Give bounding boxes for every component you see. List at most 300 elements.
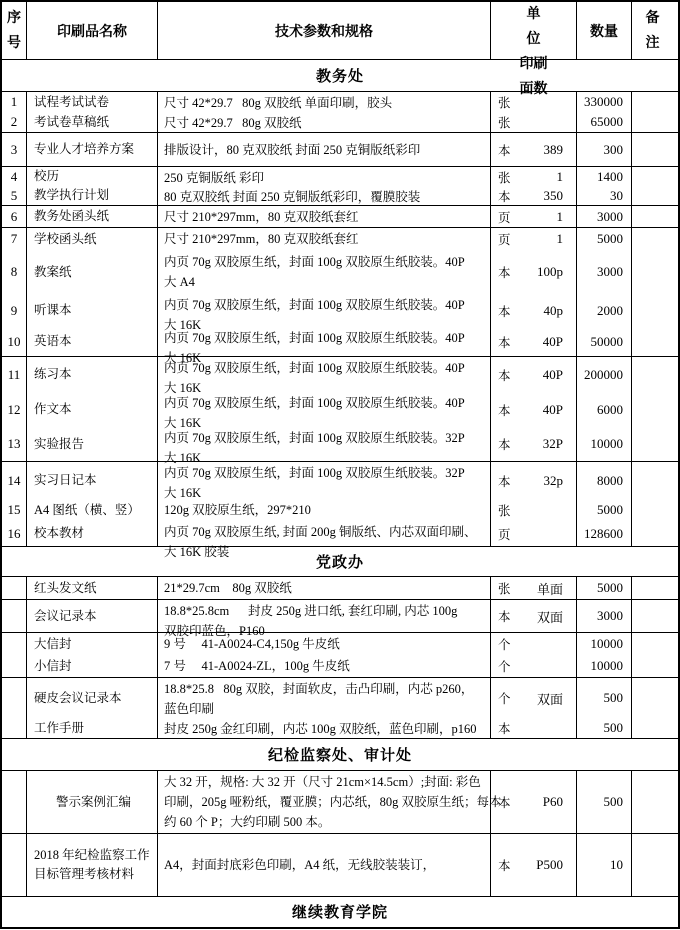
item-name: 红头发文纸 xyxy=(34,580,97,595)
table-row-group xyxy=(2,771,678,834)
column-no xyxy=(2,462,27,546)
column-no xyxy=(2,228,27,356)
column-uf xyxy=(491,133,577,166)
cell-spec xyxy=(158,92,490,112)
unit-value: 本 xyxy=(498,474,511,489)
column-spec xyxy=(158,678,491,738)
column-name xyxy=(27,633,158,677)
cell-qty: 6000 xyxy=(597,401,623,417)
column-note xyxy=(632,167,673,205)
cell-qty: 500 xyxy=(603,720,623,735)
cell-no xyxy=(2,718,26,738)
column-note xyxy=(632,228,673,356)
column-uf xyxy=(491,771,577,833)
spec-line: 大 32 开，规格: 大 32 开（尺寸 21cm×14.5cm）;封面: 彩色 xyxy=(164,775,481,789)
column-note xyxy=(632,678,673,738)
cell-name xyxy=(27,834,157,896)
item-name: 作文本 xyxy=(34,402,72,416)
table-row-group xyxy=(2,167,678,206)
column-no xyxy=(2,133,27,166)
cell-uf xyxy=(491,294,576,327)
column-spec xyxy=(158,834,491,896)
cell-uf xyxy=(491,167,576,186)
item-name: 小信封 xyxy=(34,658,72,673)
cell-spec xyxy=(158,499,490,521)
column-name xyxy=(27,771,158,833)
header-spec-label: 技术参数和规格 xyxy=(275,24,373,40)
cell-qty: 5000 xyxy=(597,231,623,246)
header-col-serial xyxy=(2,2,27,59)
unit-value: 个 xyxy=(498,638,511,652)
cell-qty: 128600 xyxy=(584,525,623,541)
column-note xyxy=(632,633,673,677)
section-title: 教务处 xyxy=(315,69,364,85)
cell-name xyxy=(27,294,157,327)
header-col-spec xyxy=(158,2,491,59)
cell-spec xyxy=(158,294,490,332)
column-note xyxy=(632,462,673,546)
cell-note xyxy=(632,327,673,356)
column-name xyxy=(27,92,158,132)
column-no xyxy=(2,600,27,632)
column-name xyxy=(27,228,158,356)
item-name: 2018 年纪检监察工作目标管理考核材料 xyxy=(34,848,150,881)
column-spec xyxy=(158,228,491,365)
unit-value: 张 xyxy=(498,582,511,596)
table-row-group xyxy=(2,228,678,365)
cell-note xyxy=(632,499,673,521)
cell-spec xyxy=(158,521,490,559)
cell-name xyxy=(27,678,157,718)
faces-value: 双面 xyxy=(536,609,563,625)
cell-note xyxy=(632,206,673,227)
cell-name xyxy=(27,92,157,112)
column-spec xyxy=(158,206,491,227)
cell-note xyxy=(632,633,673,655)
item-name: 校本教材 xyxy=(34,526,85,540)
cell-name xyxy=(27,521,157,546)
spec-line: A4，封面封底彩色印刷，A4 纸，无线胶装装订， xyxy=(164,858,436,872)
faces-value: 100p xyxy=(537,264,563,279)
cell-spec xyxy=(158,186,490,205)
header-unit-label: 单位 xyxy=(526,7,541,47)
cell-qty: 10000 xyxy=(590,436,623,451)
column-uf xyxy=(491,834,577,896)
spec-line: 大 16K xyxy=(164,486,202,500)
spec-line: 250 克铜版纸 彩印 xyxy=(164,171,265,185)
cell-no: 1 xyxy=(10,94,18,109)
faces-value: 40P xyxy=(542,333,563,349)
spec-line: 大 16K xyxy=(164,351,202,365)
column-spec xyxy=(158,771,502,833)
column-qty xyxy=(577,834,632,896)
cell-no xyxy=(2,633,26,655)
cell-note xyxy=(632,228,673,250)
column-qty xyxy=(577,462,632,546)
cell-qty: 65000 xyxy=(590,114,623,129)
spec-line: 内页 70g 双胶原生纸，封面 100g 双胶原生纸胶装。40P xyxy=(164,298,465,312)
cell-note xyxy=(632,521,673,546)
spec-line: 内页 70g 双胶原生纸，封面 100g 双胶原生纸胶装。32P xyxy=(164,431,465,445)
cell-no: 12 xyxy=(7,401,21,417)
cell-no xyxy=(2,678,26,718)
column-qty xyxy=(577,167,632,205)
column-note xyxy=(632,206,673,227)
column-uf xyxy=(491,92,577,132)
cell-name xyxy=(27,462,157,499)
column-name xyxy=(27,167,158,205)
cell-uf xyxy=(491,186,576,205)
cell-uf xyxy=(491,112,576,132)
column-spec xyxy=(158,577,491,599)
column-no xyxy=(2,92,27,132)
column-uf xyxy=(491,678,577,738)
faces-value: 350 xyxy=(543,187,563,203)
spec-line: 内页 70g 双胶原生纸，封面 100g 双胶原生纸胶装。40P xyxy=(164,396,465,410)
column-no xyxy=(2,834,27,896)
cell-spec xyxy=(158,600,490,638)
header-item-name-label: 印刷品名称 xyxy=(57,24,127,40)
faces-value: 40P xyxy=(542,401,563,417)
cell-spec xyxy=(158,834,490,896)
spec-line: 约 60 个 P；大约印刷 500 本。 xyxy=(164,815,331,829)
column-name xyxy=(27,133,158,166)
cell-uf xyxy=(491,633,576,655)
spec-line: 尺寸 42*29.7 80g 双胶纸 xyxy=(164,116,302,130)
cell-note xyxy=(632,427,673,461)
cell-name xyxy=(27,392,157,427)
spec-line: 7 号 41-A0024-ZL，100g 牛皮纸 xyxy=(164,659,350,673)
unit-value: 张 xyxy=(498,96,511,110)
cell-name xyxy=(27,206,157,227)
unit-value: 本 xyxy=(498,266,511,280)
cell-no: 6 xyxy=(10,208,18,224)
column-name xyxy=(27,600,158,632)
spec-line: 双胶印蓝色，P160 xyxy=(164,624,265,638)
unit-value: 本 xyxy=(498,722,511,736)
spec-line: 大 A4 xyxy=(164,275,195,289)
column-qty xyxy=(577,771,632,833)
unit-value: 本 xyxy=(498,610,511,624)
cell-qty: 500 xyxy=(603,690,623,705)
cell-name xyxy=(27,655,157,677)
cell-qty: 5000 xyxy=(597,580,623,595)
cell-uf xyxy=(491,392,576,427)
cell-uf xyxy=(491,427,576,461)
item-name: 英语本 xyxy=(34,334,72,348)
cell-spec xyxy=(158,167,490,186)
spec-line: 9 号 41-A0024-C4,150g 牛皮纸 xyxy=(164,637,340,651)
column-qty xyxy=(577,600,632,632)
column-uf xyxy=(491,462,577,546)
column-spec xyxy=(158,600,491,638)
cell-note xyxy=(632,771,673,833)
table-row-group xyxy=(2,357,678,465)
cell-spec xyxy=(158,327,490,365)
column-spec xyxy=(158,633,491,677)
table-row-group xyxy=(2,678,678,739)
table-row-group xyxy=(2,462,678,559)
unit-value: 个 xyxy=(498,660,511,674)
column-no xyxy=(2,577,27,599)
cell-uf xyxy=(491,206,576,227)
unit-value: 本 xyxy=(498,368,511,383)
cell-note xyxy=(632,92,673,112)
unit-value: 张 xyxy=(498,170,511,185)
cell-uf xyxy=(491,228,576,250)
cell-note xyxy=(632,186,673,205)
cell-note xyxy=(632,250,673,294)
cell-spec xyxy=(158,112,490,132)
faces-value: 32P xyxy=(542,436,563,451)
cell-qty: 30 xyxy=(610,187,623,203)
header-serial-label: 序号 xyxy=(7,10,21,51)
cell-uf xyxy=(491,92,576,112)
header-col-unit-faces xyxy=(491,2,577,97)
cell-name xyxy=(27,499,157,521)
faces-value: P60 xyxy=(542,794,563,809)
cell-no xyxy=(2,600,26,632)
cell-uf xyxy=(491,577,576,599)
cell-note xyxy=(632,133,673,166)
cell-uf xyxy=(491,718,576,738)
cell-note xyxy=(632,392,673,427)
faces-value: 双面 xyxy=(536,691,563,707)
column-qty xyxy=(577,228,632,356)
header-col-item-name xyxy=(27,2,158,59)
column-uf xyxy=(491,167,577,205)
spec-line: 内页 70g 双胶原生纸, 封面 200g 铜版纸、内芯双面印刷、 xyxy=(164,525,477,539)
column-name xyxy=(27,462,158,546)
spec-line: 大 16K 胶装 xyxy=(164,545,230,559)
cell-spec xyxy=(158,577,490,599)
cell-spec xyxy=(158,718,490,738)
cell-note xyxy=(632,167,673,186)
column-spec xyxy=(158,167,491,205)
unit-value: 页 xyxy=(498,233,511,247)
section-header-4 xyxy=(2,897,678,925)
item-name: 考试卷草稿纸 xyxy=(34,114,110,129)
cell-note xyxy=(632,718,673,738)
cell-name xyxy=(27,771,157,833)
unit-value: 本 xyxy=(498,403,511,418)
column-name xyxy=(27,577,158,599)
spec-line: 18.8*25.8cm 封皮 250g 进口纸, 套红印刷, 内芯 100g xyxy=(164,604,458,618)
cell-uf xyxy=(491,327,576,356)
cell-qty: 2000 xyxy=(597,302,623,318)
spec-line: 21*29.7cm 80g 双胶纸 xyxy=(164,581,292,595)
section-title: 继续教育学院 xyxy=(291,904,388,921)
item-name: 工作手册 xyxy=(34,720,85,735)
column-note xyxy=(632,133,673,166)
cell-name xyxy=(27,133,157,166)
cell-name xyxy=(27,718,157,738)
column-no xyxy=(2,167,27,205)
header-faces-label: 印刷面数 xyxy=(519,57,548,97)
faces-value: P500 xyxy=(536,857,563,872)
section-title: 纪检监察处、审计处 xyxy=(267,748,412,764)
spec-line: 蓝色印刷 xyxy=(164,702,215,716)
cell-name xyxy=(27,600,157,632)
column-note xyxy=(632,834,673,896)
unit-value: 本 xyxy=(498,438,511,452)
cell-note xyxy=(632,462,673,499)
column-uf xyxy=(491,577,577,599)
spec-line: 120g 双胶原生纸，297*210 xyxy=(164,503,311,517)
cell-qty: 3000 xyxy=(597,264,623,279)
item-name: 实验报告 xyxy=(34,436,85,451)
cell-spec xyxy=(158,633,490,655)
table-body xyxy=(2,60,678,925)
unit-value: 本 xyxy=(498,143,511,158)
column-name xyxy=(27,678,158,738)
column-qty xyxy=(577,577,632,599)
cell-no: 7 xyxy=(10,231,18,246)
spec-line: 内页 70g 双胶原生纸，封面 100g 双胶原生纸胶装。40P xyxy=(164,361,465,375)
cell-uf xyxy=(491,499,576,521)
cell-name xyxy=(27,577,157,599)
cell-qty: 10000 xyxy=(590,658,623,673)
cell-no: 9 xyxy=(10,302,18,318)
cell-no: 14 xyxy=(7,472,21,488)
cell-note xyxy=(632,600,673,632)
cell-name xyxy=(27,186,157,205)
unit-value: 本 xyxy=(498,335,511,350)
item-name: 大信封 xyxy=(34,636,72,651)
item-name: 硬皮会议记录本 xyxy=(34,690,122,705)
cell-note xyxy=(632,678,673,718)
spec-line: 18.8*25.8 80g 双胶，封面软皮，击凸印刷，内芯 p260， xyxy=(164,682,474,696)
item-name: 警示案例汇编 xyxy=(55,794,131,809)
column-spec xyxy=(158,92,491,132)
column-qty xyxy=(577,206,632,227)
spec-line: 大 16K xyxy=(164,381,202,395)
cell-qty: 5000 xyxy=(597,502,623,517)
column-name xyxy=(27,357,158,461)
spec-line: 排版设计，80 克双胶纸 封面 250 克铜版纸彩印 xyxy=(164,142,421,157)
cell-spec xyxy=(158,228,490,250)
spec-line: 封皮 250g 金红印刷，内芯 100g 双胶纸，蓝色印刷，p160 xyxy=(164,722,477,736)
spec-line: 尺寸 210*297mm，80 克双胶纸套红 xyxy=(164,209,359,224)
table-row-group xyxy=(2,633,678,678)
cell-no: 3 xyxy=(10,141,18,157)
spec-line: 内页 70g 双胶原生纸，封面 100g 双胶原生纸胶装。40P xyxy=(164,255,465,269)
cell-uf xyxy=(491,655,576,677)
faces-value: 40P xyxy=(542,366,563,382)
cell-no: 15 xyxy=(7,502,21,517)
cell-qty: 50000 xyxy=(590,333,623,349)
cell-spec xyxy=(158,250,490,294)
column-spec xyxy=(158,133,491,166)
cell-spec xyxy=(158,462,490,499)
column-qty xyxy=(577,678,632,738)
cell-qty: 3000 xyxy=(597,608,623,623)
section-header-2 xyxy=(2,547,678,577)
column-uf xyxy=(491,600,577,632)
table-row-group xyxy=(2,92,678,133)
section-header-3 xyxy=(2,739,678,771)
cell-no: 11 xyxy=(7,366,21,382)
column-uf xyxy=(491,206,577,227)
cell-qty: 3000 xyxy=(597,208,623,224)
cell-spec xyxy=(158,357,490,395)
cell-name xyxy=(27,250,157,294)
cell-spec xyxy=(158,133,490,166)
section-title: 党政办 xyxy=(315,555,364,571)
cell-qty: 330000 xyxy=(584,94,623,109)
spec-line: 尺寸 210*297mm，80 克双胶纸套红 xyxy=(164,232,359,246)
header-note-label: 备注 xyxy=(645,10,660,51)
item-name: 听课本 xyxy=(34,303,72,317)
cell-uf xyxy=(491,678,576,718)
section-header-1 xyxy=(2,60,678,92)
cell-spec xyxy=(158,678,490,718)
cell-uf xyxy=(491,250,576,294)
spec-line: 大 16K xyxy=(164,318,202,332)
cell-note xyxy=(632,112,673,132)
header-col-note xyxy=(632,2,673,59)
cell-name xyxy=(27,112,157,132)
unit-value: 本 xyxy=(498,189,511,204)
column-uf xyxy=(491,357,577,461)
cell-uf xyxy=(491,771,576,833)
cell-no: 2 xyxy=(10,114,18,129)
cell-spec xyxy=(158,392,490,430)
item-name: 教务处函头纸 xyxy=(34,209,110,223)
column-qty xyxy=(577,133,632,166)
cell-uf xyxy=(491,357,576,392)
cell-name xyxy=(27,427,157,461)
column-name xyxy=(27,834,158,896)
item-name: A4 图纸（横、竖） xyxy=(34,502,140,517)
unit-value: 页 xyxy=(498,527,511,542)
unit-value: 本 xyxy=(498,796,511,810)
cell-no xyxy=(2,834,26,896)
cell-no: 4 xyxy=(10,168,18,184)
item-name: 专业人才培养方案 xyxy=(34,142,135,156)
column-no xyxy=(2,678,27,738)
spec-line: 大 16K xyxy=(164,451,202,465)
column-uf xyxy=(491,633,577,677)
column-note xyxy=(632,600,673,632)
column-no xyxy=(2,357,27,461)
item-name: 实习日记本 xyxy=(34,473,97,487)
column-note xyxy=(632,771,673,833)
unit-value: 张 xyxy=(498,116,511,130)
cell-note xyxy=(632,294,673,327)
faces-value: 1 xyxy=(556,231,563,246)
faces-value: 32p xyxy=(543,472,563,488)
cell-spec xyxy=(158,771,502,833)
faces-value: 1 xyxy=(556,168,563,184)
item-name: 试程考试试卷 xyxy=(34,94,110,109)
column-uf xyxy=(491,228,577,356)
column-no xyxy=(2,633,27,677)
item-name: 会议记录本 xyxy=(34,608,97,623)
spec-line: 印刷，205g 哑粉纸，覆亚膜；内芯纸，80g 双胶原生纸；每本 xyxy=(164,795,502,809)
table-row-group xyxy=(2,834,678,897)
column-note xyxy=(632,357,673,461)
faces-value: 单面 xyxy=(536,581,563,597)
cell-no: 10 xyxy=(7,333,21,349)
cell-name xyxy=(27,357,157,392)
column-name xyxy=(27,206,158,227)
column-qty xyxy=(577,92,632,132)
table-row-group xyxy=(2,206,678,228)
cell-qty: 500 xyxy=(603,794,623,809)
cell-note xyxy=(632,357,673,392)
cell-note xyxy=(632,655,673,677)
